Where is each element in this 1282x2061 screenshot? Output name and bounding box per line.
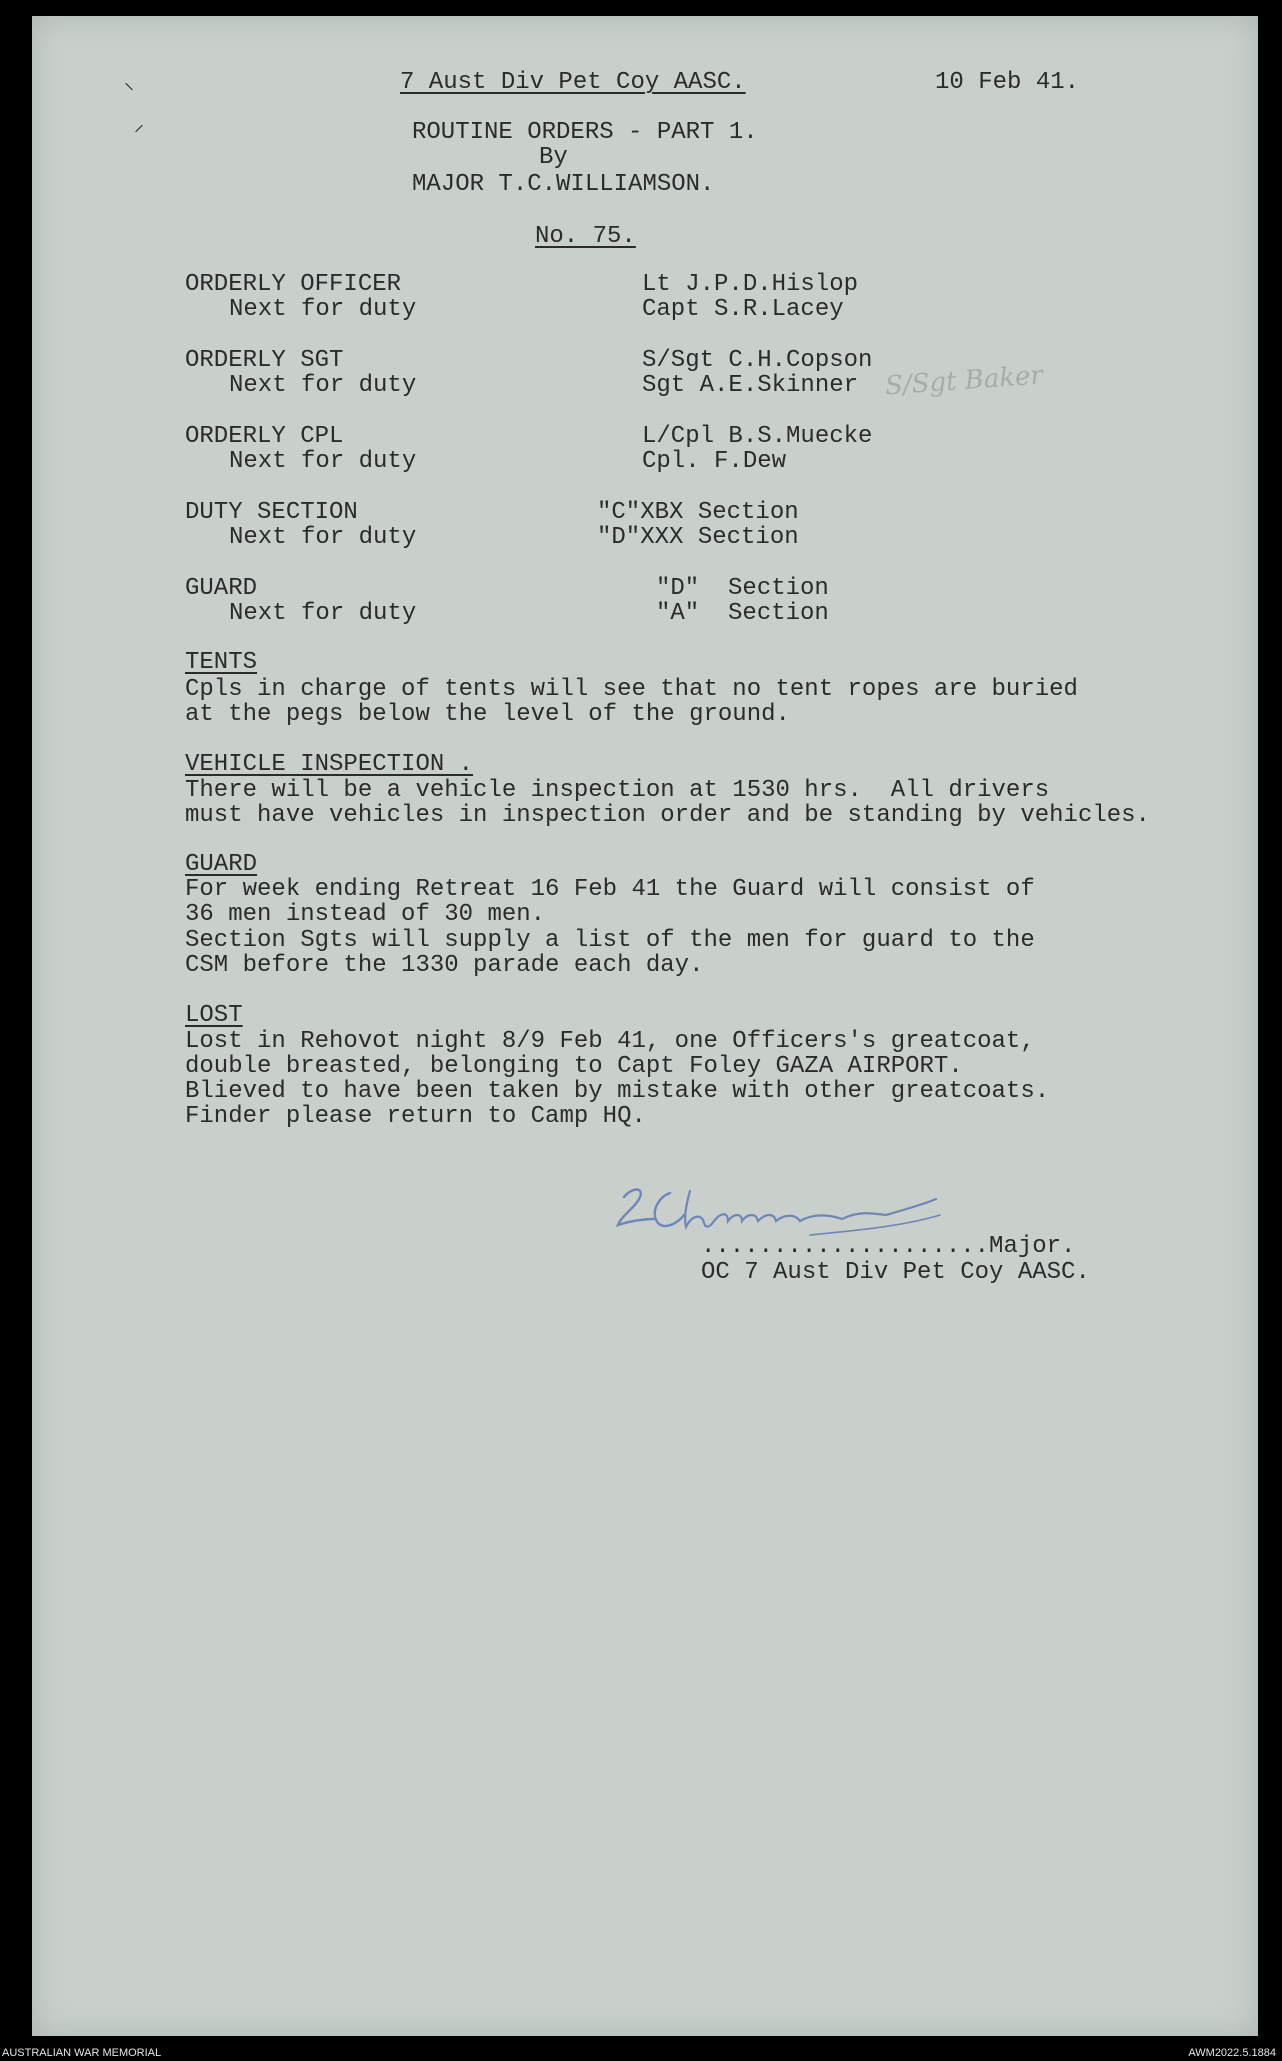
punch-mark: ⸌ xyxy=(124,81,134,104)
order-by: By xyxy=(539,144,568,171)
duty-next-label: Next for duty xyxy=(229,448,417,475)
footer-left: AUSTRALIAN WAR MEMORIAL xyxy=(2,2047,162,2059)
section-line: Section Sgts will supply a list of the men for guard to the xyxy=(185,927,1035,954)
duty-next-name: "D"XXX Section xyxy=(597,524,799,551)
footer-right: AWM2022.5.1884 xyxy=(1188,2047,1276,2059)
section-line: CSM before the 1330 parade each day. xyxy=(185,952,704,979)
pencil-annotation: S/Sgt Baker xyxy=(884,360,1044,402)
section-heading: LOST xyxy=(185,1002,243,1029)
order-date: 10 Feb 41. xyxy=(935,69,1080,96)
section-line: Finder please return to Camp HQ. xyxy=(185,1103,646,1130)
section-line: double breasted, belonging to Capt Foley GAZA AIRPORT. xyxy=(185,1053,963,1080)
section-line: 36 men instead of 30 men. xyxy=(185,901,546,928)
section-line: at the pegs below the level of the ground. xyxy=(185,701,790,728)
duty-next-label: Next for duty xyxy=(229,296,417,323)
order-author: MAJOR T.C.WILLIAMSON. xyxy=(412,171,715,198)
section-line: must have vehicles in inspection order and be standing by vehicles. xyxy=(185,802,1150,829)
section-line: Lost in Rehovot night 8/9 Feb 41, one Officers's greatcoat, xyxy=(185,1028,1035,1055)
punch-mark: ⸍ xyxy=(134,123,144,146)
duty-name: Lt J.P.D.Hislop xyxy=(642,271,859,298)
duty-role: DUTY SECTION xyxy=(185,499,358,526)
duty-role: ORDERLY CPL xyxy=(185,423,344,450)
duty-name: "D" Section xyxy=(656,575,829,602)
duty-role: ORDERLY SGT xyxy=(185,347,344,374)
duty-next-name: Sgt A.E.Skinner xyxy=(642,372,859,399)
duty-role: GUARD xyxy=(185,575,258,602)
section-heading: VEHICLE INSPECTION . xyxy=(185,751,474,778)
duty-name: "C"XBX Section xyxy=(597,499,799,526)
order-number: No. 75. xyxy=(535,223,636,250)
duty-next-label: Next for duty xyxy=(229,372,417,399)
order-title: ROUTINE ORDERS - PART 1. xyxy=(412,119,758,146)
duty-next-label: Next for duty xyxy=(229,524,417,551)
signature-title: OC 7 Aust Div Pet Coy AASC. xyxy=(701,1259,1090,1286)
section-heading: GUARD xyxy=(185,851,258,878)
section-line: There will be a vehicle inspection at 1530 hrs. All drivers xyxy=(185,777,1050,804)
section-line: Cpls in charge of tents will see that no tent ropes are buried xyxy=(185,676,1078,703)
duty-name: L/Cpl B.S.Muecke xyxy=(642,423,873,450)
duty-next-name: "A" Section xyxy=(656,600,829,627)
section-heading: TENTS xyxy=(185,649,258,676)
duty-next-name: Cpl. F.Dew xyxy=(642,448,787,475)
signature-line: ....................Major. xyxy=(701,1233,1076,1260)
section-line: Blieved to have been taken by mistake with other greatcoats. xyxy=(185,1078,1050,1105)
section-line: For week ending Retreat 16 Feb 41 the Guard will consist of xyxy=(185,876,1035,903)
duty-next-name: Capt S.R.Lacey xyxy=(642,296,844,323)
duty-next-label: Next for duty xyxy=(229,600,417,627)
duty-role: ORDERLY OFFICER xyxy=(185,271,402,298)
duty-name: S/Sgt C.H.Copson xyxy=(642,347,873,374)
unit-heading: 7 Aust Div Pet Coy AASC. xyxy=(400,69,746,96)
